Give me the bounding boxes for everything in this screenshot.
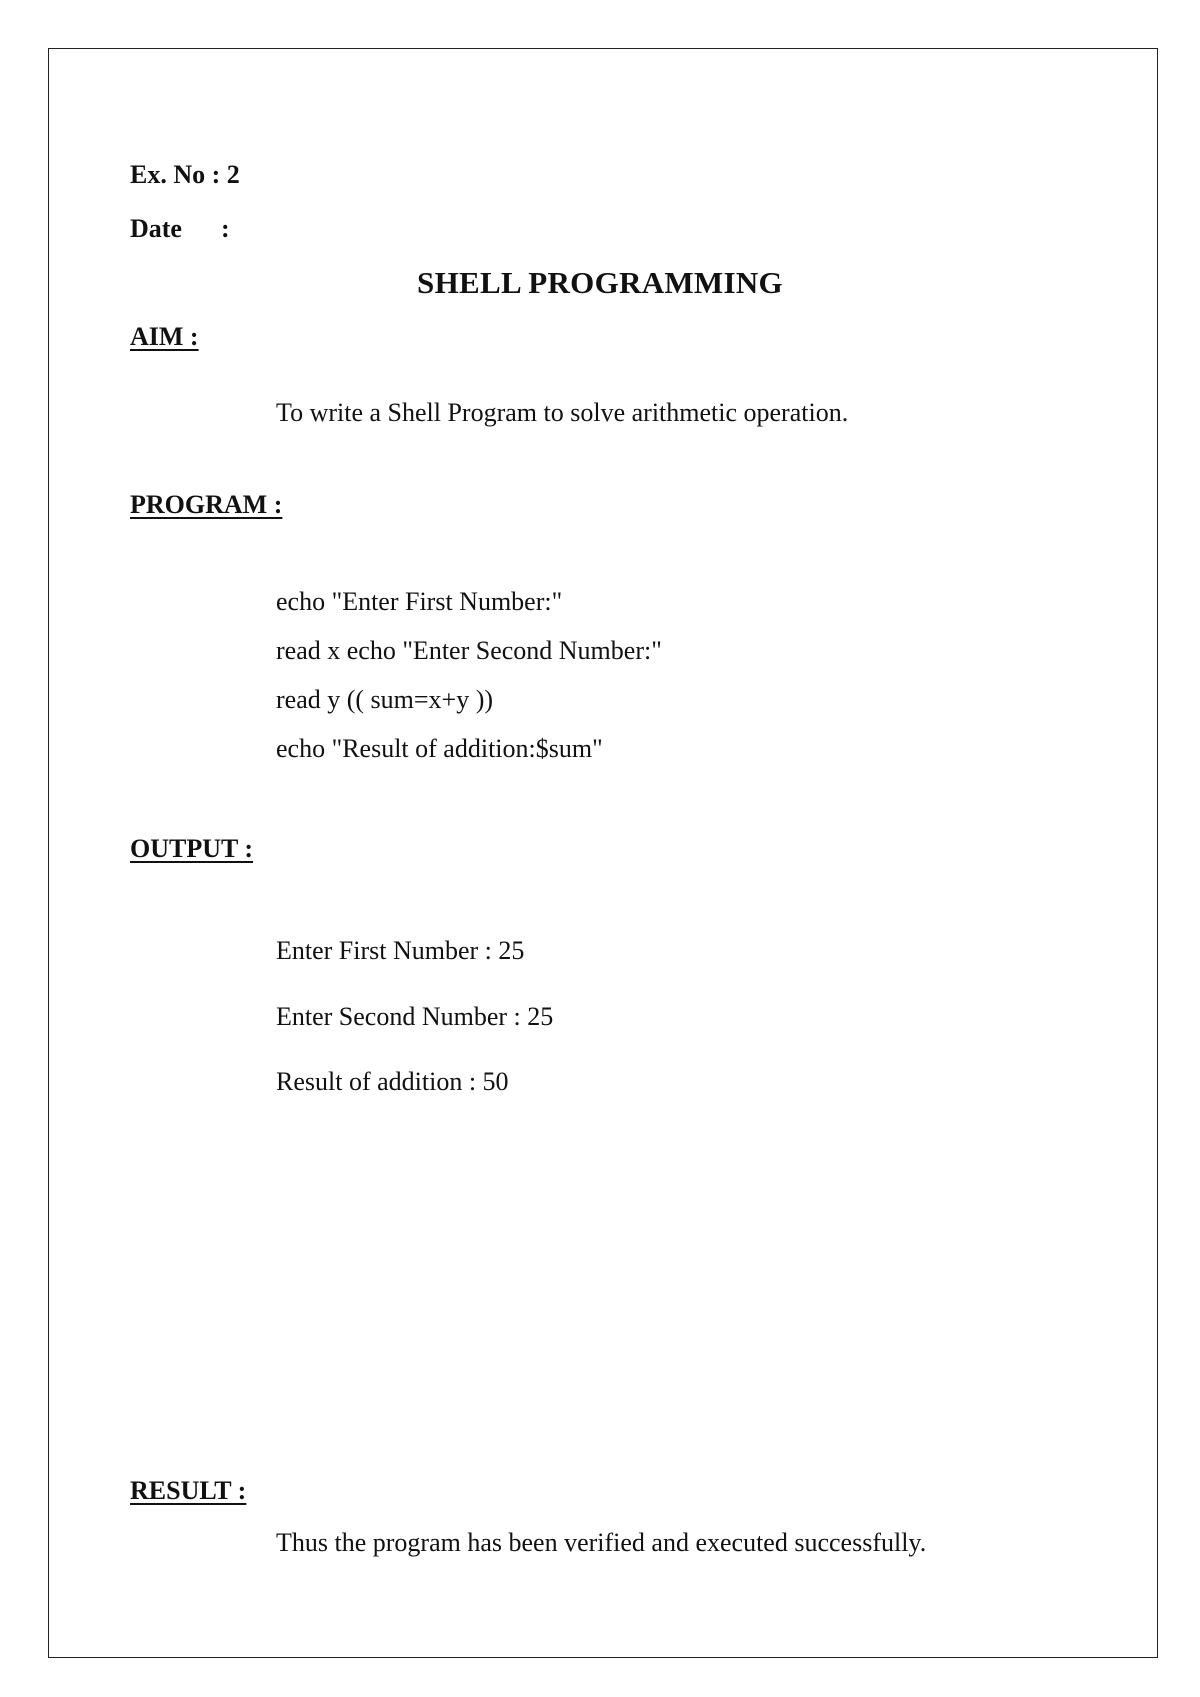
output-line: Enter Second Number : 25 bbox=[276, 1002, 554, 1031]
aim-heading: AIM : bbox=[130, 322, 199, 351]
result-heading: RESULT : bbox=[130, 1476, 247, 1505]
output-heading: OUTPUT : bbox=[130, 834, 254, 863]
program-heading: PROGRAM : bbox=[130, 490, 283, 519]
output-line: Enter First Number : 25 bbox=[276, 936, 525, 965]
page-title: SHELL PROGRAMMING bbox=[417, 265, 783, 300]
date-label: Date bbox=[130, 214, 182, 243]
aim-text: To write a Shell Program to solve arithmetic operation. bbox=[276, 398, 849, 427]
program-line: read y (( sum=x+y )) bbox=[276, 685, 494, 714]
result-text: Thus the program has been verified and executed successfully. bbox=[276, 1528, 927, 1557]
program-line: read x echo "Enter Second Number:" bbox=[276, 636, 662, 665]
program-line: echo "Enter First Number:" bbox=[276, 587, 563, 616]
program-line: echo "Result of addition:$sum" bbox=[276, 734, 603, 763]
exercise-number: Ex. No : 2 bbox=[130, 160, 240, 189]
date-separator: : bbox=[221, 214, 230, 243]
output-line: Result of addition : 50 bbox=[276, 1067, 509, 1096]
